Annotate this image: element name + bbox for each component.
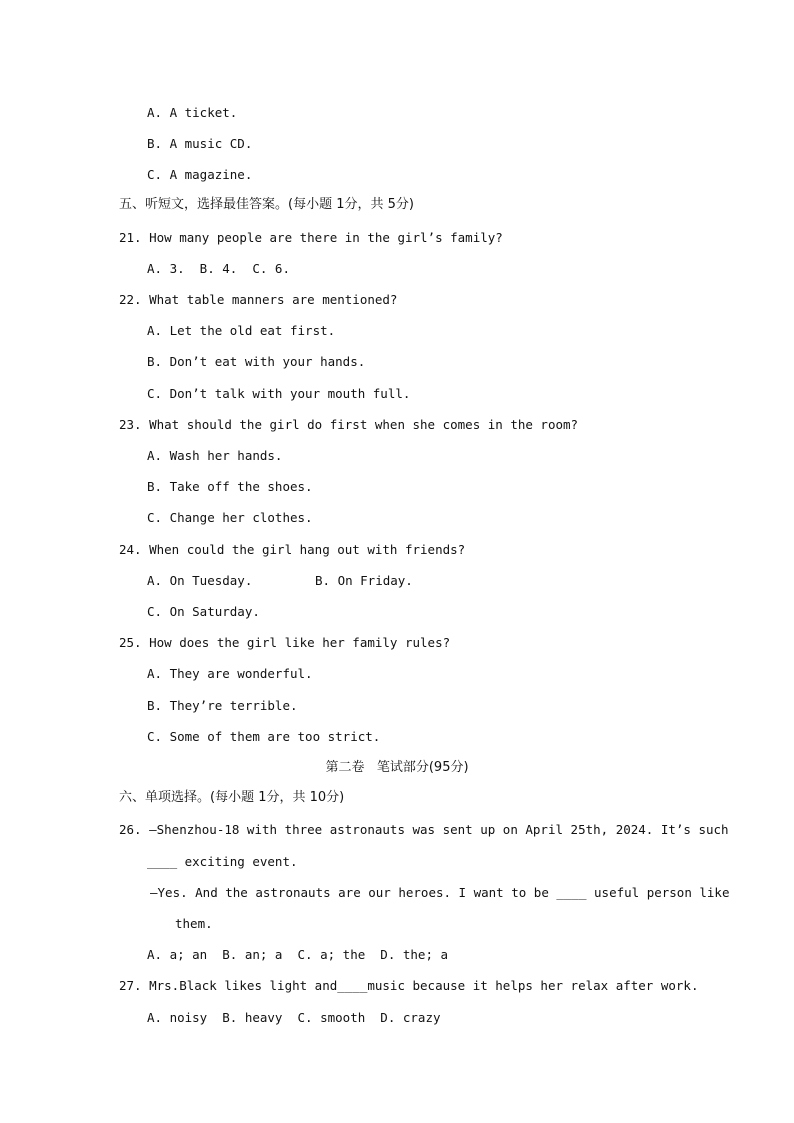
option-a: A. A ticket. bbox=[147, 105, 238, 120]
question-stem: 23. What should the girl do first when she comes in the room? bbox=[119, 417, 579, 432]
option-b: B. Take off the shoes. bbox=[147, 479, 313, 494]
section-6-heading: 六、单项选择。(每小题 1分，共 10分) bbox=[119, 790, 345, 805]
option-c: C. Some of them are too strict. bbox=[147, 729, 381, 744]
part-2-title: 第二卷 笔试部分(95分) bbox=[325, 760, 469, 775]
section-5-heading: 五、听短文，选择最佳答案。(每小题 1分，共 5分) bbox=[119, 197, 414, 212]
question-stem-line-3: —Yes. And the astronauts are our heroes. I want to be ____ useful person like bbox=[150, 885, 730, 900]
option-b: B. On Friday. bbox=[315, 573, 413, 588]
option-c: C. On Saturday. bbox=[147, 604, 260, 619]
question-stem: 25. How does the girl like her family rules? bbox=[119, 635, 451, 650]
option-b: B. A music CD. bbox=[147, 136, 253, 151]
question-stem-line-2: ____ exciting event. bbox=[147, 854, 298, 869]
option-b: B. They’re terrible. bbox=[147, 698, 298, 713]
option-b: B. Don’t eat with your hands. bbox=[147, 354, 366, 369]
question-stem: 27. Mrs.Black likes light and____music because it helps her relax after work. bbox=[119, 978, 699, 993]
option-c: C. Change her clothes. bbox=[147, 510, 313, 525]
option-c: C. Don’t talk with your mouth full. bbox=[147, 386, 411, 401]
question-stem: 22. What table manners are mentioned? bbox=[119, 292, 398, 307]
question-stem-line-4: them. bbox=[175, 916, 213, 931]
option-a: A. Wash her hands. bbox=[147, 448, 283, 463]
option-a: A. They are wonderful. bbox=[147, 666, 313, 681]
question-options: A. 3. B. 4. C. 6. bbox=[147, 261, 290, 276]
option-a: A. Let the old eat first. bbox=[147, 323, 336, 338]
question-options: A. a; an B. an; a C. a; the D. the; a bbox=[147, 947, 449, 962]
option-c: C. A magazine. bbox=[147, 167, 253, 182]
option-a: A. On Tuesday. bbox=[147, 573, 253, 588]
question-options: A. noisy B. heavy C. smooth D. crazy bbox=[147, 1010, 441, 1025]
question-stem-line-1: 26. —Shenzhou-18 with three astronauts was sent up on April 25th, 2024. It’s such bbox=[119, 822, 729, 837]
question-stem: 24. When could the girl hang out with friends? bbox=[119, 542, 466, 557]
question-stem: 21. How many people are there in the girl’s family? bbox=[119, 230, 503, 245]
